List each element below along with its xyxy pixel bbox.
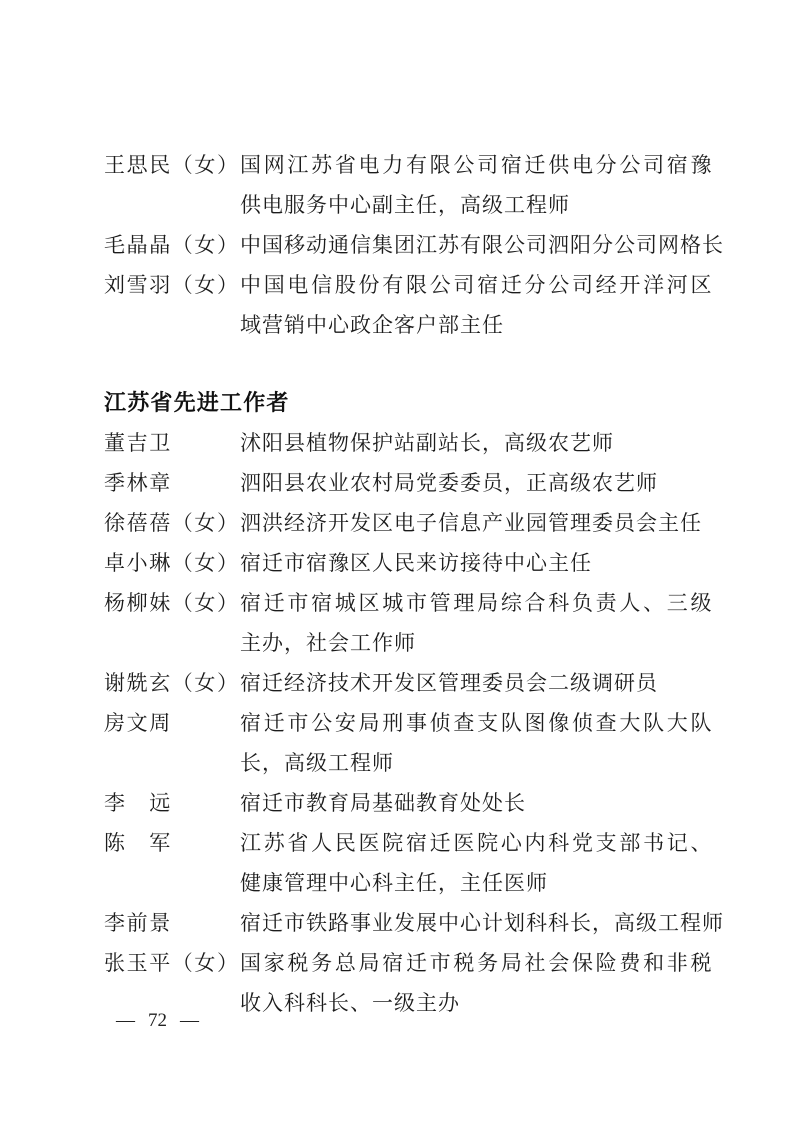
award-list-continued xyxy=(104,145,724,345)
title-line: 供电服务中心副主任，高级工程师 xyxy=(240,193,570,217)
list-item xyxy=(104,145,716,225)
document-body xyxy=(104,145,724,1023)
title-line: 泗阳县农业农村局党委委员，正高级农艺师 xyxy=(240,471,658,495)
list-item xyxy=(104,503,716,543)
person-title xyxy=(240,265,712,345)
person-name: 王思民（女） xyxy=(104,153,240,177)
person-title xyxy=(240,823,712,903)
title-line: 泗洪经济开发区电子信息产业园管理委员会主任 xyxy=(240,511,702,535)
advanced-workers-list xyxy=(104,423,724,1023)
person-title xyxy=(240,543,712,583)
list-item xyxy=(104,823,716,903)
list-item xyxy=(104,903,724,943)
person-name: 季林章 xyxy=(104,471,172,495)
person-name: 杨柳妹（女） xyxy=(104,591,240,615)
person-title xyxy=(240,903,724,943)
list-item xyxy=(104,423,716,463)
list-item xyxy=(104,583,716,663)
person-title xyxy=(240,503,712,543)
title-line: 宿迁市宿豫区人民来访接待中心主任 xyxy=(240,551,592,575)
title-line: 江苏省人民医院宿迁医院心内科党支部书记、 xyxy=(240,831,712,855)
person-title xyxy=(240,583,712,663)
list-item xyxy=(104,265,716,345)
person-name: 李 远 xyxy=(104,791,172,815)
person-title xyxy=(240,703,712,783)
list-item xyxy=(104,225,724,265)
title-line: 宿迁市宿城区城市管理局综合科负责人、三级 xyxy=(240,591,712,615)
title-line: 健康管理中心科主任，主任医师 xyxy=(240,871,548,895)
title-line: 宿迁市公安局刑事侦查支队图像侦查大队大队 xyxy=(240,711,712,735)
person-title xyxy=(240,663,712,703)
person-title xyxy=(240,145,712,225)
person-name: 陈 军 xyxy=(104,831,172,855)
person-title xyxy=(240,463,712,503)
title-line: 国家税务总局宿迁市税务局社会保险费和非税 xyxy=(240,951,712,975)
person-title xyxy=(240,423,712,463)
title-line: 长，高级工程师 xyxy=(240,751,394,775)
person-title xyxy=(240,225,724,265)
person-title xyxy=(240,943,712,1023)
person-name: 李前景 xyxy=(104,911,172,935)
page-number: 72 xyxy=(148,1010,167,1031)
page-footer xyxy=(116,1010,199,1032)
person-name: 徐蓓蓓（女） xyxy=(104,511,240,535)
title-line: 宿迁市铁路事业发展中心计划科科长，高级工程师 xyxy=(240,911,724,935)
person-name: 毛晶晶（女） xyxy=(104,233,240,257)
footer-dash-left: — xyxy=(116,1010,135,1031)
person-name: 刘雪羽（女） xyxy=(104,273,240,297)
person-name: 房文周 xyxy=(104,711,172,735)
title-line: 沭阳县植物保护站副站长，高级农艺师 xyxy=(240,431,614,455)
title-line: 中国移动通信集团江苏有限公司泗阳分公司网格长 xyxy=(240,233,724,257)
title-line: 宿迁经济技术开发区管理委员会二级调研员 xyxy=(240,671,658,695)
title-line: 域营销中心政企客户部主任 xyxy=(240,313,504,337)
section-heading: 江苏省先进工作者 xyxy=(104,390,290,415)
person-name: 谢兟玄（女） xyxy=(104,671,240,695)
title-line: 中国电信股份有限公司宿迁分公司经开洋河区 xyxy=(240,273,712,297)
title-line: 宿迁市教育局基础教育处处长 xyxy=(240,791,526,815)
person-title xyxy=(240,783,712,823)
list-item xyxy=(104,783,716,823)
person-name: 董吉卫 xyxy=(104,431,172,455)
list-item xyxy=(104,463,716,503)
person-name: 卓小琳（女） xyxy=(104,551,240,575)
title-line: 收入科科长、一级主办 xyxy=(240,991,460,1015)
list-item xyxy=(104,703,716,783)
list-item xyxy=(104,663,716,703)
footer-dash-right: — xyxy=(180,1010,199,1031)
person-name: 张玉平（女） xyxy=(104,951,240,975)
list-item xyxy=(104,543,716,583)
title-line: 国网江苏省电力有限公司宿迁供电分公司宿豫 xyxy=(240,153,712,177)
title-line: 主办，社会工作师 xyxy=(240,631,416,655)
